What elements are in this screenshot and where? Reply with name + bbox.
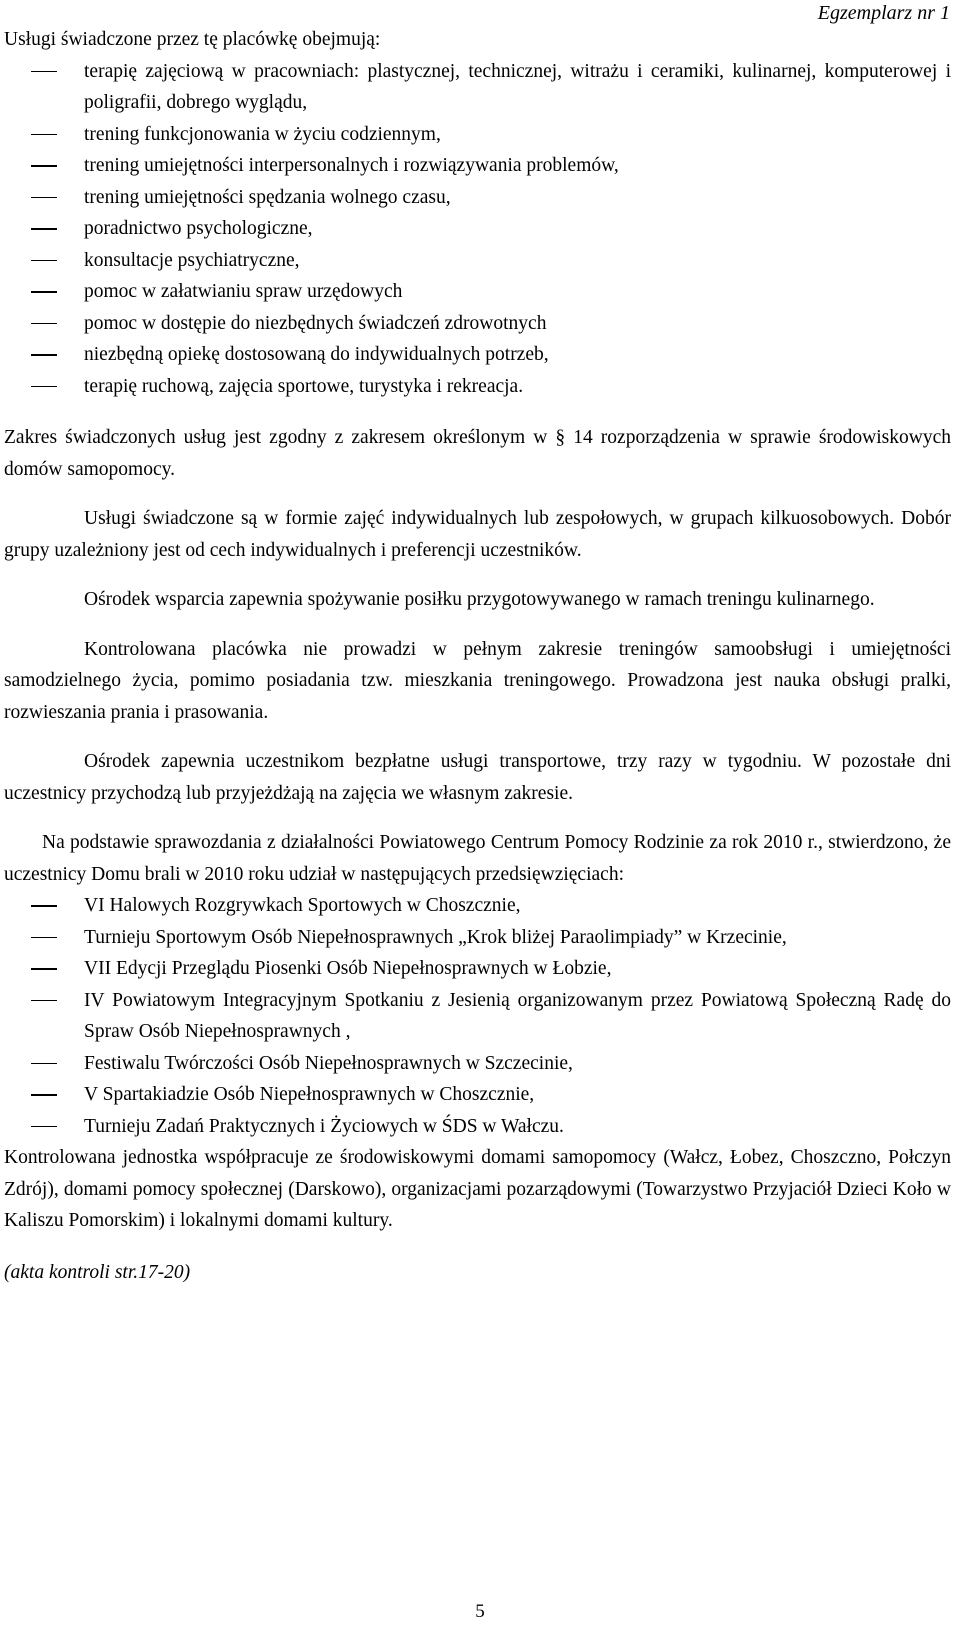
list-item-text: niezbędną opiekę dostosowaną do indywidualnych potrzeb,: [84, 344, 549, 365]
list-item: [4, 276, 951, 308]
list-item-text: trening funkcjonowania w życiu codziennym,: [84, 123, 441, 145]
dash-bullet-icon: [31, 1000, 57, 1002]
list-item-text: pomoc w załatwianiu spraw urzędowych: [84, 281, 403, 302]
list-item: [4, 213, 951, 245]
dash-bullet-icon: [31, 228, 57, 230]
dash-bullet-icon: [31, 905, 57, 907]
dash-bullet-icon: [31, 197, 57, 199]
file-reference: (akta kontroli str.17-20): [4, 1261, 191, 1283]
list-item: [4, 1079, 951, 1111]
list-item-text: pomoc w dostępie do niezbędnych świadczeń zdrowotnych: [84, 312, 547, 334]
dash-bullet-icon: [31, 354, 57, 356]
list-item: [4, 182, 951, 214]
list-item: [4, 119, 951, 151]
list-item: [4, 922, 951, 954]
dash-bullet-icon: [31, 260, 57, 262]
dash-bullet-icon: [31, 134, 57, 136]
cooperation-paragraph: Kontrolowana jednostka współpracuje ze środowiskowymi domami samopomocy (Wałcz, Łobez, Choszczno, Połczyn Zdrój), domami pomocy społecznej (Darskowo), organizacjami pozarządowymi (Towarzystwo Przyjaciół Dzieci Koło w Kaliszu Pomorskim) i lokalnymi domami kultury.: [4, 1147, 951, 1231]
meals-paragraph: Ośrodek wsparcia zapewnia spożywanie posiłku przygotowywanego w ramach treningu kulinarnego.: [84, 589, 875, 610]
list-item: [4, 308, 951, 340]
dash-bullet-icon: [31, 291, 57, 293]
dash-bullet-icon: [31, 937, 57, 939]
list-item: [4, 1111, 951, 1143]
list-item-text: poradnictwo psychologiczne,: [84, 218, 313, 239]
list-item: [4, 150, 951, 182]
dash-bullet-icon: [31, 968, 57, 970]
list-item-text: VI Halowych Rozgrywkach Sportowych w Choszcznie,: [84, 895, 521, 916]
list-item: [4, 953, 951, 985]
list-item: [4, 890, 951, 922]
list-item-text: VII Edycji Przeglądu Piosenki Osób Niepełnosprawnych w Łobzie,: [84, 958, 612, 979]
list-item-text: Turnieju Sportowym Osób Niepełnosprawnych „Krok bliżej Paraolimpiady” w Krzecinie,: [84, 926, 787, 948]
list-item-text: terapię zajęciową w pracowniach: plastycznej, technicznej, witrażu i ceramiki, kulinarnej, komputerowej i poligrafii, dobrego wyglądu,: [84, 60, 951, 113]
list-item-text: trening umiejętności spędzania wolnego czasu,: [84, 186, 451, 208]
events-list: [4, 890, 951, 1142]
dash-bullet-icon: [31, 71, 57, 73]
list-item-text: IV Powiatowym Integracyjnym Spotkaniu z Jesienią organizowanym przez Powiatową Społeczną Radę do Spraw Osób Niepełnosprawnych ,: [84, 989, 951, 1042]
list-item-text: Festiwalu Twórczości Osób Niepełnosprawnych w Szczecinie,: [84, 1052, 573, 1074]
dash-bullet-icon: [31, 386, 57, 388]
dash-bullet-icon: [31, 165, 57, 167]
dash-bullet-icon: [31, 323, 57, 325]
list-item-text: V Spartakiadzie Osób Niepełnosprawnych w Choszcznie,: [84, 1084, 535, 1105]
list-item-text: Turnieju Zadań Praktycznych i Życiowych w ŚDS w Wałczu.: [84, 1115, 564, 1137]
self-care-paragraph: Kontrolowana placówka nie prowadzi w pełnym zakresie treningów samoobsługi i umiejętności samodzielnego życia, pomimo posiadania tzw. mieszkania treningowego. Prowadzona jest nauka obsługi pralki, rozwieszania prania i prasowania.: [4, 638, 951, 723]
scope-paragraph: Zakres świadczonych usług jest zgodny z zakresem określonym w § 14 rozporządzenia w sprawie środowiskowych domów samopomocy.: [4, 427, 951, 480]
events-intro-paragraph: Na podstawie sprawozdania z działalności Powiatowego Centrum Pomocy Rodzinie za rok 2010 r., stwierdzono, że uczestnicy Domu brali w 2010 roku udział w następujących przedsięwzięciach:: [4, 832, 951, 885]
dash-bullet-icon: [31, 1126, 57, 1128]
copy-number-header: Egzemplarz nr 1: [817, 2, 950, 24]
list-item: [4, 371, 951, 403]
list-item: [4, 339, 951, 371]
services-intro: Usługi świadczone przez tę placówkę obejmują:: [4, 29, 381, 50]
dash-bullet-icon: [31, 1063, 57, 1065]
list-item-text: trening umiejętności interpersonalnych i rozwiązywania problemów,: [84, 155, 619, 176]
transport-paragraph: Ośrodek zapewnia uczestnikom bezpłatne usługi transportowe, trzy razy w tygodniu. W pozostałe dni uczestnicy przychodzą lub przyjeżdżają na zajęcia we własnym zakresie.: [4, 751, 951, 804]
list-item: [4, 245, 951, 277]
list-item: [4, 1048, 951, 1080]
list-item: [4, 985, 951, 1048]
services-list: [4, 56, 951, 403]
list-item-text: terapię ruchową, zajęcia sportowe, turystyka i rekreacja.: [84, 375, 524, 397]
list-item-text: konsultacje psychiatryczne,: [84, 249, 300, 271]
form-paragraph: Usługi świadczone są w formie zajęć indywidualnych lub zespołowych, w grupach kilkuosobowych. Dobór grupy uzależniony jest od cech indywidualnych i preferencji uczestników.: [4, 508, 951, 561]
page-number: 5: [475, 1601, 485, 1622]
document-body: [4, 24, 951, 1288]
dash-bullet-icon: [31, 1094, 57, 1096]
list-item: [4, 56, 951, 119]
